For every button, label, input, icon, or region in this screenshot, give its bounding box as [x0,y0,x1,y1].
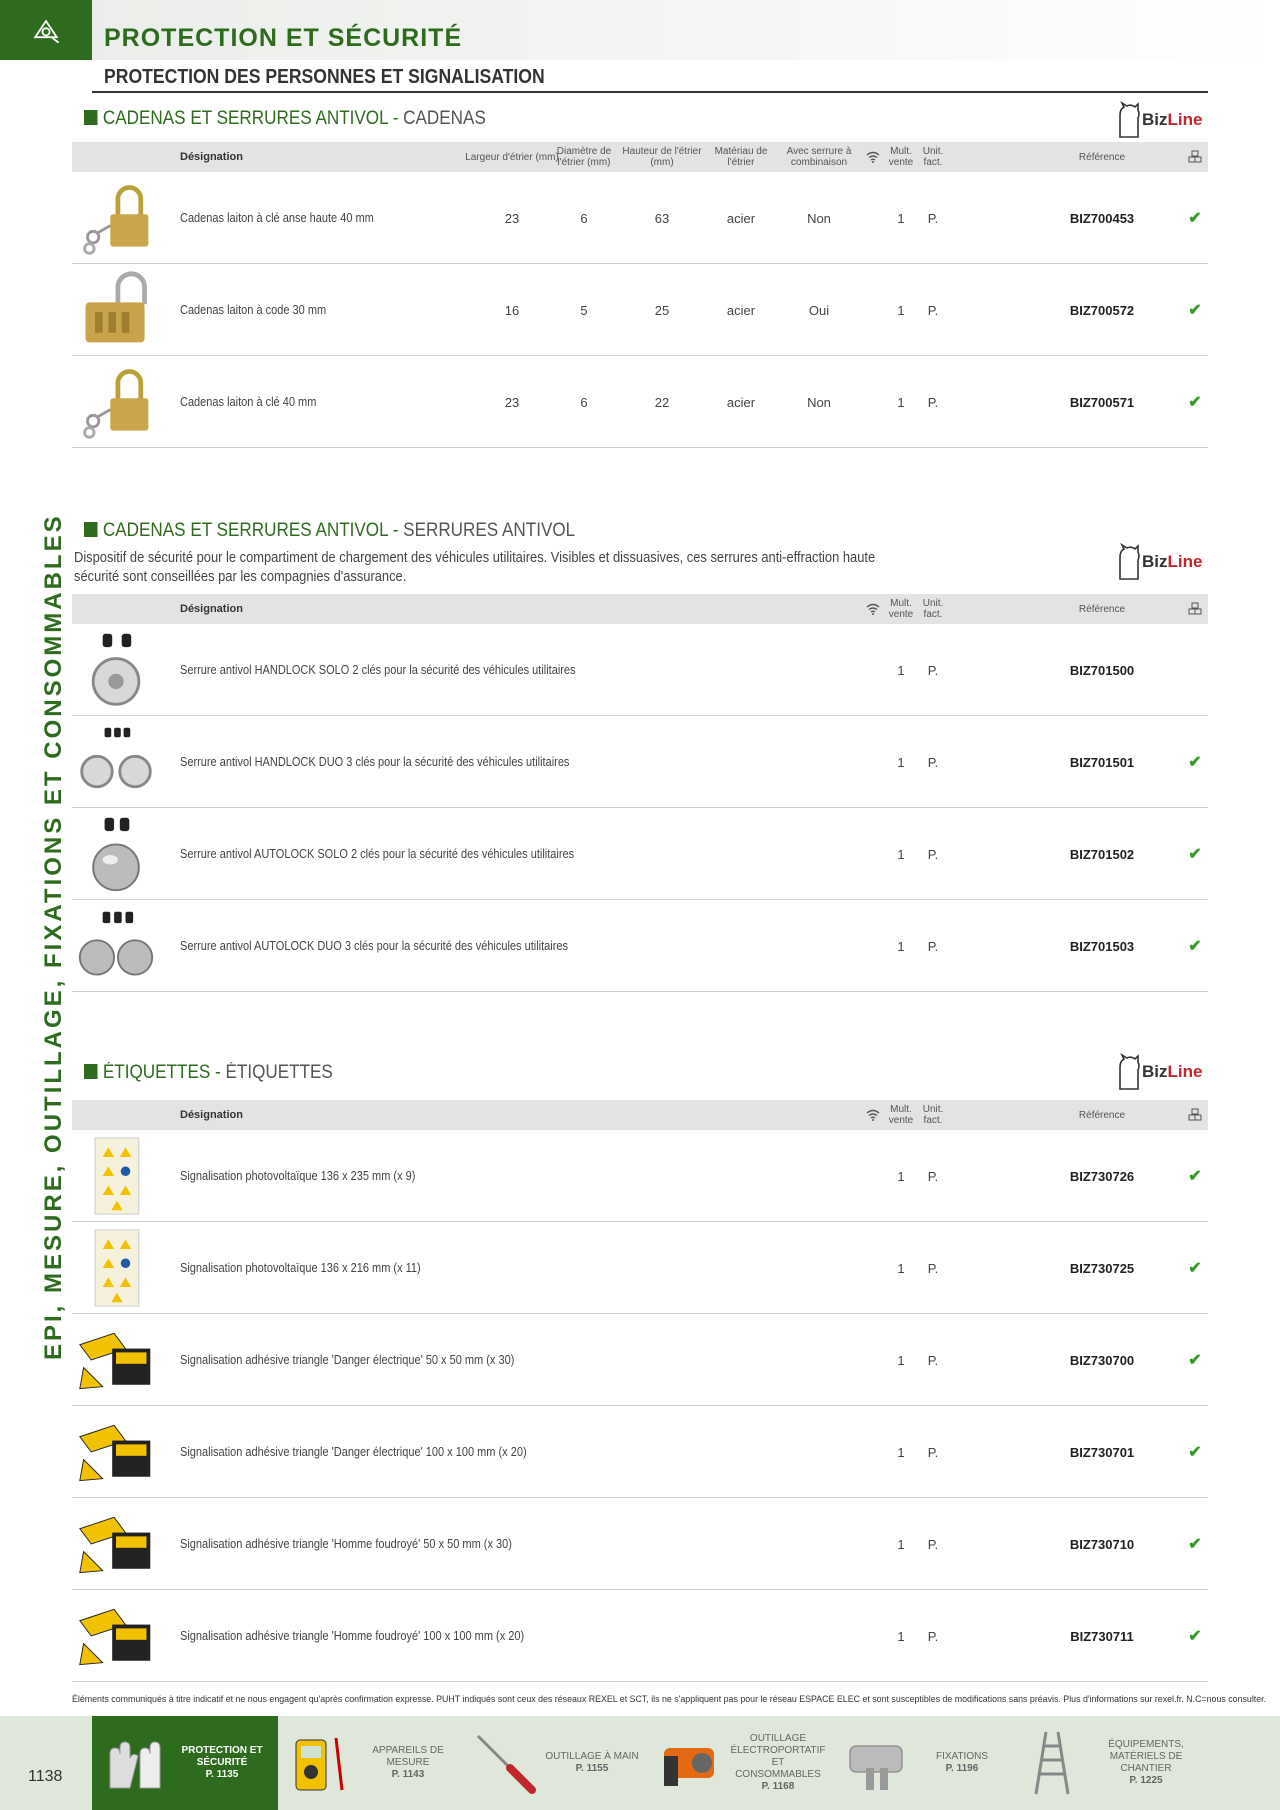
cell-reference[interactable]: BIZ730701 [1069,1444,1135,1460]
cell-mult: 1 [897,846,905,862]
section-bullet [84,522,98,537]
column-header-unit: Unit. fact. [922,1104,944,1126]
table-row [72,264,1208,356]
table-row [72,1222,1208,1314]
page-title: PROTECTION ET SÉCURITÉ [104,24,463,52]
brand-prefix: Biz [1142,1062,1168,1081]
cell-designation: Serrure antivol AUTOLOCK SOLO 2 clés pour la sécurité des véhicules utilitaires [180,847,575,861]
product-section [72,1052,1208,1686]
cell-unit: P. [927,846,939,862]
footer-category-name: PROTECTION ET SÉCURITÉ [181,1745,263,1768]
column-header-diametre: Diamètre de l'étrier (mm) [556,146,612,168]
brand-prefix: Biz [1142,110,1168,129]
section-title-main: CADENAS ET SERRURES ANTIVOL - [102,520,404,541]
column-header-reference: Référence [1078,151,1126,163]
column-header-stock [1182,594,1208,624]
footer-category-page: P. 1155 [575,1763,609,1774]
cell-diametre: 6 [580,210,588,226]
column-header-hauteur: Hauteur de l'étrier (mm) [622,146,702,168]
brand-suffix: Line [1167,1062,1203,1081]
column-header-designation: Désignation [180,150,243,163]
bizline-logo [1116,1052,1208,1092]
cell-mult: 1 [897,210,905,226]
column-header-mult: Mult. vente [888,1104,914,1126]
bizline-wordmark [1142,110,1202,130]
cell-mult: 1 [897,1628,905,1644]
clamp-icon [840,1728,912,1798]
bear-icon [1116,543,1140,581]
column-header-designation: Désignation [180,602,243,615]
footer-category-label [172,1745,272,1781]
column-header-wifi [860,594,886,624]
sign-sheet-icon [74,1226,158,1310]
cell-mult: 1 [897,662,905,678]
table-row [72,1498,1208,1590]
disc-lock-icon [74,812,158,896]
combination-padlock-icon [74,268,158,352]
column-header-wifi [860,142,886,172]
bear-icon [1116,101,1140,139]
page-number: 1138 [28,1768,63,1785]
sticker-box-icon [74,1318,158,1402]
bizline-logo [1116,542,1208,582]
cell-designation: Serrure antivol HANDLOCK DUO 3 clés pour la sécurité des véhicules utilitaires [180,755,570,769]
section-title-main: ÉTIQUETTES - [102,1062,226,1083]
cell-unit: P. [927,394,939,410]
table-row [72,624,1208,716]
footer-nav [0,1716,1280,1810]
footer-category-page: P. 1196 [945,1763,979,1774]
screwdriver-icon [470,1728,542,1798]
cell-unit: P. [927,1628,939,1644]
stock-check-icon: ✔ [1188,754,1202,771]
cell-combinaison: Non [807,394,831,410]
cell-largeur: 23 [504,210,520,226]
gloves-icon [100,1728,172,1798]
cell-largeur: 23 [504,394,520,410]
column-header-materiau: Matériau de l'étrier [714,146,768,168]
section-bullet [84,110,98,125]
cell-materiau: acier [726,210,756,226]
cell-unit: P. [927,1168,939,1184]
stock-check-icon: ✔ [1188,1444,1202,1461]
table-row [72,1590,1208,1682]
footer-category-page: P. 1168 [761,1781,795,1792]
stock-check-icon: ✔ [1188,1168,1202,1185]
cell-mult: 1 [897,1536,905,1552]
section-description: Dispositif de sécurité pour le compartiment de chargement des véhicules utilitaires. Visibles et dissuasives, ces serrures anti-effraction haute sécurité sont conseillées par les compagnies d'assurance. [74,549,876,585]
stock-icon [1188,1108,1202,1122]
footer-category[interactable] [462,1716,648,1810]
table-row [72,172,1208,264]
cell-combinaison: Non [807,210,831,226]
stock-check-icon: ✔ [1188,1352,1202,1369]
cell-designation: Signalisation photovoltaïque 136 x 216 mm (x 11) [180,1261,421,1275]
ladder-icon [1024,1728,1096,1798]
cell-unit: P. [927,1352,939,1368]
power-saw-icon [656,1728,728,1798]
cell-mult: 1 [897,1168,905,1184]
sticker-box-icon [74,1502,158,1586]
stock-check-icon: ✔ [1188,302,1202,319]
cell-designation: Signalisation adhésive triangle 'Homme foudroyé' 50 x 50 mm (x 30) [180,1537,512,1551]
stock-icon [1188,602,1202,616]
footer-category[interactable] [832,1716,1016,1810]
cell-hauteur: 25 [654,302,670,318]
product-section [72,100,1208,452]
cell-designation: Serrure antivol HANDLOCK SOLO 2 clés pour la sécurité des véhicules utilitaires [180,663,576,677]
column-header-largeur: Largeur d'étrier (mm) [465,151,559,163]
sign-sheet-icon [74,1134,158,1218]
column-header-wifi [860,1100,886,1130]
cell-mult: 1 [897,1352,905,1368]
stock-check-icon: ✔ [1188,846,1202,863]
column-header-unit: Unit. fact. [922,598,944,620]
cell-unit: P. [927,302,939,318]
table-header [72,594,1208,624]
footer-category-label [542,1751,642,1775]
footer-category-label [728,1733,828,1793]
footer-category-label [1096,1739,1196,1787]
cell-reference[interactable]: BIZ701502 [1069,846,1135,862]
table-row [72,900,1208,992]
cell-designation: Signalisation adhésive triangle 'Danger électrique' 100 x 100 mm (x 20) [180,1445,527,1459]
cell-mult: 1 [897,1444,905,1460]
cell-reference[interactable]: BIZ700572 [1069,302,1135,318]
bear-icon [1116,1053,1140,1091]
table-row [72,1130,1208,1222]
disc-lock-duo-icon [74,904,158,988]
cell-unit: P. [927,1444,939,1460]
stock-check-icon: ✔ [1188,1628,1202,1645]
product-section [72,514,1208,996]
cell-unit: P. [927,1260,939,1276]
cell-unit: P. [927,662,939,678]
sticker-box-icon [74,1410,158,1494]
stock-check-icon: ✔ [1188,938,1202,955]
footer-category-page: P. 1225 [1129,1775,1163,1786]
cell-unit: P. [927,1536,939,1552]
category-corner [0,0,92,60]
cell-unit: P. [927,938,939,954]
section-title [84,108,486,130]
cell-combinaison: Oui [808,302,830,318]
cell-mult: 1 [897,394,905,410]
van-lock-duo-icon [74,720,158,804]
brand-suffix: Line [1167,552,1203,571]
column-header-combinaison: Avec serrure à combinaison [786,146,852,168]
section-title-sub: CADENAS [403,108,486,129]
section-bullet [84,1064,98,1079]
cell-reference[interactable]: BIZ730726 [1069,1168,1135,1184]
cell-mult: 1 [897,302,905,318]
stock-check-icon: ✔ [1188,210,1202,227]
cell-reference[interactable]: BIZ730710 [1069,1536,1135,1552]
cell-designation: Cadenas laiton à clé anse haute 40 mm [180,211,374,225]
footer-category-name: ÉQUIPEMENTS, MATÉRIELS DE CHANTIER [1108,1739,1184,1774]
cell-mult: 1 [897,938,905,954]
section-title [84,1062,333,1084]
side-category-label: EPI, MESURE, OUTILLAGE, FIXATIONS ET CONSOMMABLES [40,513,67,1360]
column-header-designation: Désignation [180,1108,243,1121]
cell-reference[interactable]: BIZ701501 [1069,754,1135,770]
cell-designation: Signalisation photovoltaïque 136 x 235 mm (x 9) [180,1169,416,1183]
wifi-icon [866,1109,880,1121]
column-header-unit: Unit. fact. [922,146,944,168]
bizline-wordmark [1142,1062,1202,1082]
cell-designation: Signalisation adhésive triangle 'Homme foudroyé' 100 x 100 mm (x 20) [180,1629,525,1643]
cell-designation: Cadenas laiton à code 30 mm [180,303,327,317]
brand-suffix: Line [1167,110,1203,129]
column-header-reference: Référence [1078,1109,1126,1121]
stock-check-icon [1182,624,1208,716]
cell-unit: P. [927,210,939,226]
footer-category-label [358,1745,458,1781]
wifi-icon [866,151,880,163]
section-title-sub: SERRURES ANTIVOL [403,520,576,541]
section-title-sub: ÉTIQUETTES [225,1062,333,1083]
column-header-stock [1182,1100,1208,1130]
stock-icon [1188,150,1202,164]
wifi-icon [866,603,880,615]
cell-designation: Cadenas laiton à clé 40 mm [180,395,317,409]
column-header-mult: Mult. vente [888,146,914,168]
column-header-mult: Mult. vente [888,598,914,620]
brand-prefix: Biz [1142,552,1168,571]
table-row [72,1314,1208,1406]
cell-reference[interactable]: BIZ730725 [1069,1260,1135,1276]
cell-hauteur: 22 [654,394,670,410]
cell-diametre: 6 [580,394,588,410]
cell-hauteur: 63 [654,210,670,226]
footer-category[interactable] [278,1716,462,1810]
stock-check-icon: ✔ [1188,394,1202,411]
footer-category-name: APPAREILS DE MESURE [372,1745,444,1768]
footer-category-name: OUTILLAGE ÉLECTROPORTATIF ET CONSOMMABLES [730,1733,826,1780]
footnote: Éléments communiqués à titre indicatif et ne nous engagent qu'après confirmation expresse. PUHT indiqués sont ceux des réseaux REXEL et SCT, ils ne s'appliquent pas pour le réseau ESPACE ELEC et sont susceptibles de modifications sans préavis. Plus d'informations sur rexel.fr. N.C=nous consulter. [72,1694,1267,1705]
column-header-stock [1182,142,1208,172]
footer-category-name: FIXATIONS [935,1751,989,1762]
bizline-wordmark [1142,552,1202,572]
cell-reference[interactable]: BIZ701503 [1069,938,1135,954]
footer-category-label [912,1751,1012,1775]
footer-category[interactable] [92,1716,278,1810]
cell-reference[interactable]: BIZ730700 [1069,1352,1135,1368]
cell-reference[interactable]: BIZ730711 [1070,1628,1134,1644]
multimeter-icon [286,1728,358,1798]
footer-category-name: OUTILLAGE À MAIN [545,1751,639,1762]
footer-category-page: P. 1143 [391,1769,425,1780]
table-header [72,1100,1208,1130]
cell-materiau: acier [726,394,756,410]
table-row [72,356,1208,448]
page-subtitle: PROTECTION DES PERSONNES ET SIGNALISATION [104,66,545,88]
cell-materiau: acier [726,302,756,318]
padlock-keys-icon [74,176,158,260]
cell-diametre: 5 [580,302,588,318]
section-title [84,520,575,542]
cell-largeur: 16 [504,302,520,318]
cell-reference[interactable]: BIZ700571 [1069,394,1135,410]
cell-mult: 1 [897,1260,905,1276]
section-title-main: CADENAS ET SERRURES ANTIVOL - [102,108,404,129]
stock-check-icon: ✔ [1188,1260,1202,1277]
column-header-reference: Référence [1078,603,1126,615]
table-row [72,1406,1208,1498]
bizline-logo [1116,100,1208,140]
subtitle-rule [92,91,1208,93]
cell-reference[interactable]: BIZ701500 [1069,662,1135,678]
van-lock-icon [74,628,158,712]
cell-designation: Signalisation adhésive triangle 'Danger électrique' 50 x 50 mm (x 30) [180,1353,515,1367]
protection-icon [28,12,64,48]
cell-mult: 1 [897,754,905,770]
sticker-box-icon [74,1594,158,1678]
cell-unit: P. [927,754,939,770]
footer-category[interactable] [648,1716,832,1810]
table-row [72,808,1208,900]
footer-category-page: P. 1135 [205,1769,239,1780]
table-header [72,142,1208,172]
cell-designation: Serrure antivol AUTOLOCK DUO 3 clés pour la sécurité des véhicules utilitaires [180,939,569,953]
table-row [72,716,1208,808]
cell-reference[interactable]: BIZ700453 [1069,210,1135,226]
footer-category[interactable] [1016,1716,1202,1810]
stock-check-icon: ✔ [1188,1536,1202,1553]
padlock-keys-icon [74,360,158,444]
